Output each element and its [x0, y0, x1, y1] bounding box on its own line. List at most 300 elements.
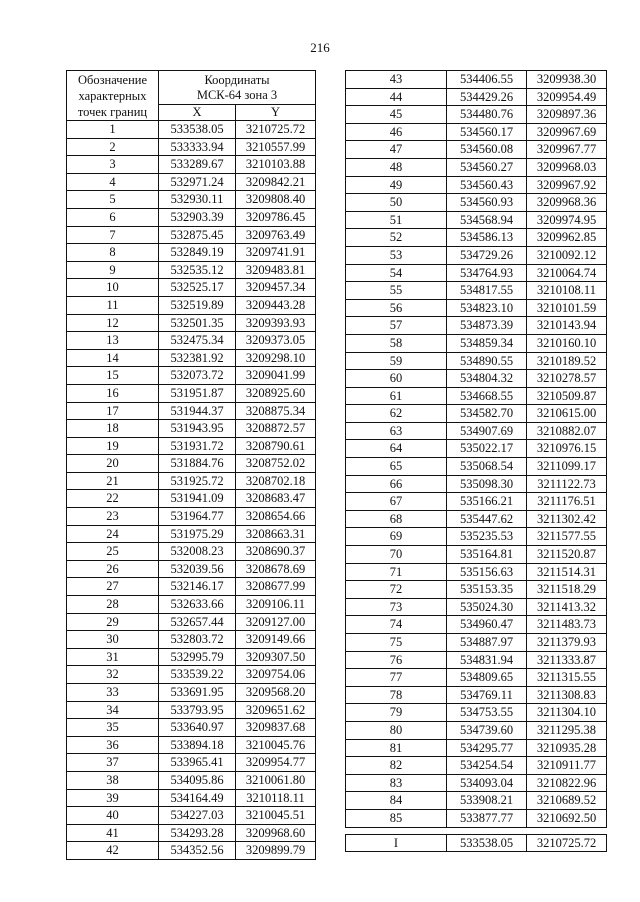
point-number-cell: 7 — [67, 226, 159, 244]
point-number-cell: 57 — [346, 317, 447, 335]
y-coordinate-cell: 3210108.11 — [527, 282, 607, 300]
table-row — [67, 314, 316, 332]
y-coordinate-cell: 3209954.49 — [527, 88, 607, 106]
x-coordinate-cell: 532525.17 — [159, 279, 236, 297]
table-row — [346, 141, 607, 159]
y-coordinate-cell: 3210118.11 — [236, 789, 316, 807]
y-coordinate-cell: 3209842.21 — [236, 173, 316, 191]
table-row — [67, 349, 316, 367]
table-row — [67, 666, 316, 684]
y-coordinate-cell: 3209041.99 — [236, 367, 316, 385]
point-number-cell: 54 — [346, 264, 447, 282]
y-coordinate-cell: 3210725.72 — [527, 834, 607, 852]
x-coordinate-cell: 535022.17 — [447, 440, 527, 458]
x-coordinate-cell: 532633.66 — [159, 596, 236, 614]
point-number-cell: 9 — [67, 261, 159, 279]
point-number-cell: 80 — [346, 721, 447, 739]
table-row — [67, 543, 316, 561]
table-row — [346, 563, 607, 581]
x-coordinate-cell: 534809.65 — [447, 669, 527, 687]
x-coordinate-cell: 533538.05 — [159, 121, 236, 139]
table-row — [346, 669, 607, 687]
table-row — [346, 387, 607, 405]
page-number: 216 — [310, 40, 330, 55]
y-coordinate-cell: 3211295.38 — [527, 721, 607, 739]
point-number-cell: 68 — [346, 510, 447, 528]
table-row — [67, 384, 316, 402]
point-number-cell: 25 — [67, 543, 159, 561]
table-row — [346, 123, 607, 141]
x-coordinate-cell: 534907.69 — [447, 422, 527, 440]
point-number-cell: 26 — [67, 560, 159, 578]
y-coordinate-cell: 3208683.47 — [236, 490, 316, 508]
y-coordinate-cell: 3210725.72 — [236, 121, 316, 139]
x-coordinate-cell: 534560.08 — [447, 141, 527, 159]
x-coordinate-cell: 534227.03 — [159, 807, 236, 825]
x-coordinate-cell: 535098.30 — [447, 475, 527, 493]
point-number-cell: 56 — [346, 299, 447, 317]
table-row — [346, 721, 607, 739]
table-row — [346, 739, 607, 757]
table-row — [67, 138, 316, 156]
point-number-cell: 11 — [67, 296, 159, 314]
y-coordinate-cell: 3208654.66 — [236, 508, 316, 526]
table-row — [67, 771, 316, 789]
x-coordinate-cell: 532475.34 — [159, 332, 236, 350]
y-coordinate-cell: 3211308.83 — [527, 686, 607, 704]
y-coordinate-cell: 3209298.10 — [236, 349, 316, 367]
x-coordinate-cell: 534295.77 — [447, 739, 527, 757]
y-coordinate-cell: 3209457.34 — [236, 279, 316, 297]
point-number-cell: 82 — [346, 757, 447, 775]
table-row — [67, 173, 316, 191]
y-coordinate-cell: 3211379.93 — [527, 634, 607, 652]
table-row — [67, 261, 316, 279]
point-number-cell: 20 — [67, 455, 159, 473]
x-coordinate-cell: 534873.39 — [447, 317, 527, 335]
point-number-cell: 27 — [67, 578, 159, 596]
y-coordinate-cell: 3211520.87 — [527, 546, 607, 564]
x-coordinate-cell: 534831.94 — [447, 651, 527, 669]
y-coordinate-cell: 3209754.06 — [236, 666, 316, 684]
table-row — [346, 686, 607, 704]
point-number-cell: 76 — [346, 651, 447, 669]
point-number-cell: 75 — [346, 634, 447, 652]
y-coordinate-cell: 3209307.50 — [236, 648, 316, 666]
coordinates-table-left — [66, 70, 316, 860]
y-coordinate-cell: 3211176.51 — [527, 493, 607, 511]
y-coordinate-cell: 3208677.99 — [236, 578, 316, 596]
table-row — [346, 546, 607, 564]
y-coordinate-cell: 3209967.92 — [527, 176, 607, 194]
x-coordinate-cell: 534764.93 — [447, 264, 527, 282]
point-number-cell: 1 — [67, 121, 159, 139]
x-coordinate-cell: 531884.76 — [159, 455, 236, 473]
y-coordinate-cell: 3211304.10 — [527, 704, 607, 722]
point-number-cell: 47 — [346, 141, 447, 159]
table-row — [346, 334, 607, 352]
y-coordinate-cell: 3210045.76 — [236, 736, 316, 754]
x-coordinate-cell: 533333.94 — [159, 138, 236, 156]
y-coordinate-cell: 3208663.31 — [236, 525, 316, 543]
table-row — [346, 194, 607, 212]
x-coordinate-cell: 534887.97 — [447, 634, 527, 652]
x-coordinate-cell: 534429.26 — [447, 88, 527, 106]
x-coordinate-cell: 535235.53 — [447, 528, 527, 546]
point-number-cell: 17 — [67, 402, 159, 420]
y-coordinate-cell: 3210160.10 — [527, 334, 607, 352]
point-number-cell: 40 — [67, 807, 159, 825]
point-number-cell: 19 — [67, 437, 159, 455]
table-row — [346, 405, 607, 423]
x-coordinate-cell: 533877.77 — [447, 809, 527, 827]
x-coordinate-cell: 532381.92 — [159, 349, 236, 367]
x-coordinate-cell: 534729.26 — [447, 246, 527, 264]
x-coordinate-cell: 534890.55 — [447, 352, 527, 370]
x-coordinate-cell: 534739.60 — [447, 721, 527, 739]
point-number-cell: 55 — [346, 282, 447, 300]
table-row — [346, 264, 607, 282]
table-row — [67, 279, 316, 297]
y-coordinate-cell: 3210882.07 — [527, 422, 607, 440]
x-coordinate-cell: 533640.97 — [159, 719, 236, 737]
table-row — [67, 226, 316, 244]
point-number-cell: 10 — [67, 279, 159, 297]
x-coordinate-cell: 535024.30 — [447, 598, 527, 616]
table-row — [67, 736, 316, 754]
header-line: МСК-64 зона 3 — [196, 87, 278, 102]
x-coordinate-cell: 532971.24 — [159, 173, 236, 191]
x-coordinate-cell: 532849.19 — [159, 244, 236, 262]
y-coordinate-cell: 3210615.00 — [527, 405, 607, 423]
y-coordinate-cell: 3211483.73 — [527, 616, 607, 634]
table-row — [67, 701, 316, 719]
y-coordinate-cell: 3210103.88 — [236, 156, 316, 174]
x-coordinate-cell: 532008.23 — [159, 543, 236, 561]
x-coordinate-cell: 533793.95 — [159, 701, 236, 719]
header-line: Обозначение — [77, 73, 148, 87]
point-number-cell: 22 — [67, 490, 159, 508]
x-coordinate-cell: 534254.54 — [447, 757, 527, 775]
point-number-cell: 18 — [67, 420, 159, 438]
point-number-cell: 85 — [346, 809, 447, 827]
x-coordinate-cell: 532073.72 — [159, 367, 236, 385]
x-coordinate-cell: 534406.55 — [447, 71, 527, 89]
x-coordinate-cell: 534582.70 — [447, 405, 527, 423]
y-coordinate-cell: 3209967.69 — [527, 123, 607, 141]
point-number-cell: 50 — [346, 194, 447, 212]
header-line: точек границ — [77, 105, 148, 119]
x-coordinate-cell: 532146.17 — [159, 578, 236, 596]
point-number-cell: 66 — [346, 475, 447, 493]
y-coordinate-cell: 3210911.77 — [527, 757, 607, 775]
y-coordinate-cell: 3210557.99 — [236, 138, 316, 156]
y-coordinate-cell: 3211333.87 — [527, 651, 607, 669]
table-row — [346, 581, 607, 599]
y-coordinate-cell: 3210822.96 — [527, 774, 607, 792]
x-coordinate-cell: 534859.34 — [447, 334, 527, 352]
point-number-cell: 41 — [67, 824, 159, 842]
table-row — [67, 807, 316, 825]
point-number-cell: 31 — [67, 648, 159, 666]
point-number-cell: 13 — [67, 332, 159, 350]
x-coordinate-cell: 534093.04 — [447, 774, 527, 792]
point-number-cell: 29 — [67, 613, 159, 631]
y-coordinate-cell: 3209786.45 — [236, 208, 316, 226]
x-coordinate-cell: 535153.35 — [447, 581, 527, 599]
point-number-cell: 61 — [346, 387, 447, 405]
table-row — [67, 121, 316, 139]
y-coordinate-cell: 3210689.52 — [527, 792, 607, 810]
x-coordinate-cell: 532657.44 — [159, 613, 236, 631]
table-row — [346, 809, 607, 827]
point-number-cell: 65 — [346, 458, 447, 476]
table-row — [67, 191, 316, 209]
y-coordinate-cell: 3209962.85 — [527, 229, 607, 247]
y-coordinate-cell: 3209483.81 — [236, 261, 316, 279]
table-row — [67, 596, 316, 614]
x-coordinate-cell: 534560.93 — [447, 194, 527, 212]
y-coordinate-cell: 3209938.30 — [527, 71, 607, 89]
table-row — [346, 510, 607, 528]
table-row — [67, 455, 316, 473]
x-coordinate-cell: 534817.55 — [447, 282, 527, 300]
point-number-cell: 62 — [346, 405, 447, 423]
table-row — [67, 578, 316, 596]
x-coordinate-cell: 533539.22 — [159, 666, 236, 684]
x-coordinate-cell: 532930.11 — [159, 191, 236, 209]
point-number-cell: 4 — [67, 173, 159, 191]
point-number-cell: 44 — [346, 88, 447, 106]
table-row — [346, 106, 607, 124]
point-number-cell: 79 — [346, 704, 447, 722]
point-number-cell: I — [346, 834, 447, 852]
x-coordinate-cell: 535166.21 — [447, 493, 527, 511]
table-row — [346, 88, 607, 106]
table-row — [346, 651, 607, 669]
header-line: характерных — [78, 89, 147, 103]
table-row — [67, 824, 316, 842]
x-coordinate-cell: 534560.27 — [447, 158, 527, 176]
x-coordinate-cell: 534352.56 — [159, 842, 236, 860]
x-coordinate-cell: 531964.77 — [159, 508, 236, 526]
point-number-cell: 34 — [67, 701, 159, 719]
y-coordinate-cell: 3210045.51 — [236, 807, 316, 825]
point-label-header — [67, 71, 159, 121]
x-coordinate-cell: 531975.29 — [159, 525, 236, 543]
table-row — [346, 158, 607, 176]
point-number-cell: 71 — [346, 563, 447, 581]
point-number-cell: 24 — [67, 525, 159, 543]
table-row — [67, 754, 316, 772]
x-coordinate-cell: 534960.47 — [447, 616, 527, 634]
y-coordinate-cell: 3210692.50 — [527, 809, 607, 827]
y-coordinate-cell: 3209763.49 — [236, 226, 316, 244]
point-number-cell: 46 — [346, 123, 447, 141]
table-row — [346, 317, 607, 335]
y-coordinate-cell: 3208872.57 — [236, 420, 316, 438]
table-row — [346, 71, 607, 89]
x-coordinate-cell: 532039.56 — [159, 560, 236, 578]
table-row — [346, 282, 607, 300]
x-coordinate-cell: 534560.43 — [447, 176, 527, 194]
point-number-cell: 51 — [346, 211, 447, 229]
x-coordinate-cell: 532519.89 — [159, 296, 236, 314]
table-row — [346, 704, 607, 722]
y-coordinate-cell: 3209899.79 — [236, 842, 316, 860]
table-row — [346, 422, 607, 440]
point-number-cell: 5 — [67, 191, 159, 209]
table-row — [346, 458, 607, 476]
y-coordinate-cell: 3209741.91 — [236, 244, 316, 262]
table-row — [67, 631, 316, 649]
y-coordinate-cell: 3210189.52 — [527, 352, 607, 370]
y-coordinate-cell: 3209106.11 — [236, 596, 316, 614]
point-number-cell: 37 — [67, 754, 159, 772]
x-coordinate-cell: 534823.10 — [447, 299, 527, 317]
x-coordinate-cell: 534560.17 — [447, 123, 527, 141]
y-coordinate-cell: 3211577.55 — [527, 528, 607, 546]
y-coordinate-cell: 3211302.42 — [527, 510, 607, 528]
y-coordinate-cell: 3210509.87 — [527, 387, 607, 405]
y-header: Y — [236, 105, 316, 121]
point-number-cell: 59 — [346, 352, 447, 370]
table-spacer — [346, 827, 607, 834]
point-number-cell: 23 — [67, 508, 159, 526]
x-coordinate-cell: 533965.41 — [159, 754, 236, 772]
point-number-cell: 28 — [67, 596, 159, 614]
x-coordinate-cell: 533289.67 — [159, 156, 236, 174]
y-coordinate-cell: 3209568.20 — [236, 684, 316, 702]
point-number-cell: 74 — [346, 616, 447, 634]
point-number-cell: 8 — [67, 244, 159, 262]
x-coordinate-cell: 534804.32 — [447, 370, 527, 388]
x-coordinate-cell: 534095.86 — [159, 771, 236, 789]
y-coordinate-cell: 3209149.66 — [236, 631, 316, 649]
y-coordinate-cell: 3211315.55 — [527, 669, 607, 687]
table-row — [346, 176, 607, 194]
x-coordinate-cell: 531931.72 — [159, 437, 236, 455]
x-coordinate-cell: 532995.79 — [159, 648, 236, 666]
y-coordinate-cell: 3208702.18 — [236, 472, 316, 490]
point-number-cell: 77 — [346, 669, 447, 687]
x-coordinate-cell: 532903.39 — [159, 208, 236, 226]
table-row — [67, 367, 316, 385]
point-number-cell: 81 — [346, 739, 447, 757]
table-row — [346, 299, 607, 317]
x-coordinate-cell: 532535.12 — [159, 261, 236, 279]
x-coordinate-cell: 535156.63 — [447, 563, 527, 581]
x-coordinate-cell: 534164.49 — [159, 789, 236, 807]
y-coordinate-cell: 3209443.28 — [236, 296, 316, 314]
x-coordinate-cell: 533538.05 — [447, 834, 527, 852]
point-number-cell: 12 — [67, 314, 159, 332]
table-row — [346, 370, 607, 388]
point-number-cell: 78 — [346, 686, 447, 704]
y-coordinate-cell: 3210976.15 — [527, 440, 607, 458]
y-coordinate-cell: 3209651.62 — [236, 701, 316, 719]
y-coordinate-cell: 3209954.77 — [236, 754, 316, 772]
y-coordinate-cell: 3209808.40 — [236, 191, 316, 209]
table-row — [67, 684, 316, 702]
table-row — [346, 528, 607, 546]
x-coordinate-cell: 533908.21 — [447, 792, 527, 810]
x-header: X — [159, 105, 236, 121]
x-coordinate-cell: 532875.45 — [159, 226, 236, 244]
x-coordinate-cell: 533894.18 — [159, 736, 236, 754]
y-coordinate-cell: 3209897.36 — [527, 106, 607, 124]
table-row — [346, 475, 607, 493]
point-number-cell: 38 — [67, 771, 159, 789]
point-number-cell: 3 — [67, 156, 159, 174]
table-row — [67, 719, 316, 737]
x-coordinate-cell: 534480.76 — [447, 106, 527, 124]
point-number-cell: 67 — [346, 493, 447, 511]
x-coordinate-cell: 535164.81 — [447, 546, 527, 564]
point-number-cell: 73 — [346, 598, 447, 616]
point-number-cell: 36 — [67, 736, 159, 754]
table-row — [67, 244, 316, 262]
x-coordinate-cell: 534753.55 — [447, 704, 527, 722]
closing-row — [346, 834, 607, 852]
y-coordinate-cell: 3210935.28 — [527, 739, 607, 757]
point-number-cell: 39 — [67, 789, 159, 807]
point-number-cell: 70 — [346, 546, 447, 564]
x-coordinate-cell: 534668.55 — [447, 387, 527, 405]
point-number-cell: 53 — [346, 246, 447, 264]
point-number-cell: 42 — [67, 842, 159, 860]
point-number-cell: 14 — [67, 349, 159, 367]
table-row — [346, 634, 607, 652]
x-coordinate-cell: 531925.72 — [159, 472, 236, 490]
y-coordinate-cell: 3208690.37 — [236, 543, 316, 561]
table-row — [67, 613, 316, 631]
y-coordinate-cell: 3209968.60 — [236, 824, 316, 842]
x-coordinate-cell: 535068.54 — [447, 458, 527, 476]
table-row — [67, 472, 316, 490]
point-number-cell: 33 — [67, 684, 159, 702]
point-number-cell: 52 — [346, 229, 447, 247]
table-row — [346, 246, 607, 264]
point-number-cell: 69 — [346, 528, 447, 546]
table-row — [346, 493, 607, 511]
table-row — [346, 757, 607, 775]
table-row — [346, 229, 607, 247]
point-number-cell: 43 — [346, 71, 447, 89]
table-row — [67, 332, 316, 350]
spacer-cell — [346, 827, 447, 834]
table-row — [346, 598, 607, 616]
y-coordinate-cell: 3208925.60 — [236, 384, 316, 402]
y-coordinate-cell: 3210092.12 — [527, 246, 607, 264]
point-number-cell: 30 — [67, 631, 159, 649]
point-number-cell: 84 — [346, 792, 447, 810]
x-coordinate-cell: 531944.37 — [159, 402, 236, 420]
point-number-cell: 32 — [67, 666, 159, 684]
table-row — [67, 560, 316, 578]
x-coordinate-cell: 531941.09 — [159, 490, 236, 508]
y-coordinate-cell: 3209393.93 — [236, 314, 316, 332]
y-coordinate-cell: 3208752.02 — [236, 455, 316, 473]
point-number-cell: 45 — [346, 106, 447, 124]
x-coordinate-cell: 534568.94 — [447, 211, 527, 229]
table-row — [67, 490, 316, 508]
point-number-cell: 16 — [67, 384, 159, 402]
y-coordinate-cell: 3211518.29 — [527, 581, 607, 599]
table-row — [67, 437, 316, 455]
table-row — [346, 792, 607, 810]
table-row — [67, 156, 316, 174]
